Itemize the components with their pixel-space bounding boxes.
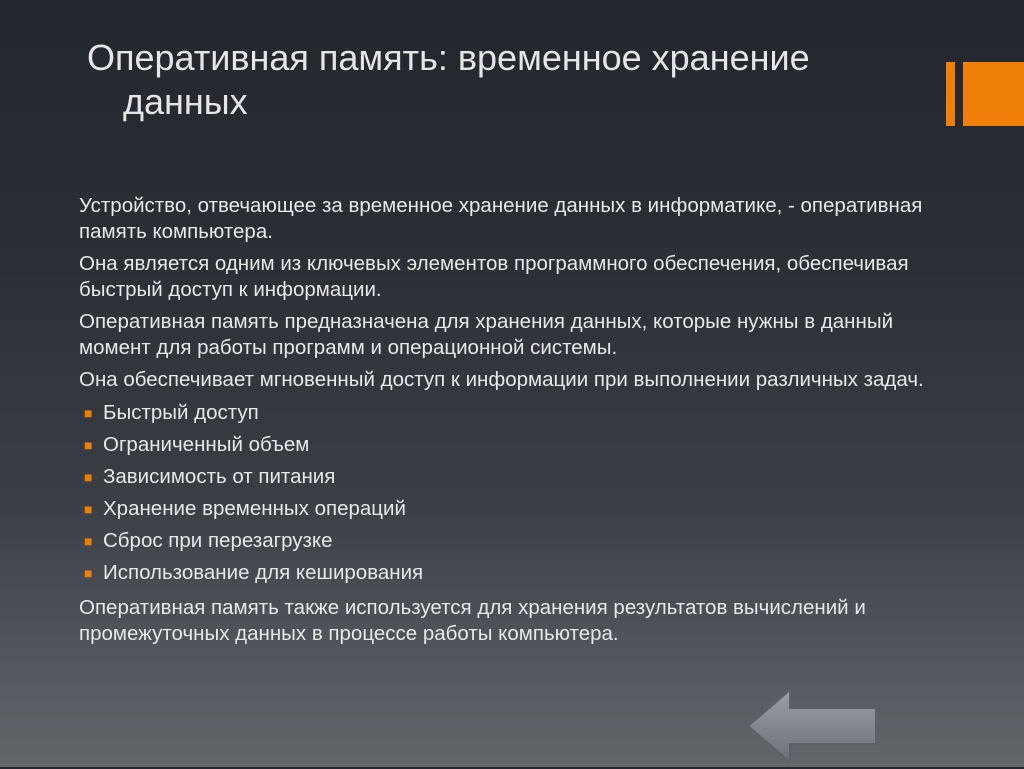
accent-bar-thin bbox=[946, 62, 955, 126]
list-item bbox=[79, 399, 959, 431]
slide-title bbox=[87, 36, 907, 124]
list-item bbox=[79, 527, 959, 559]
list-item-text: Сброс при перезагрузке bbox=[103, 529, 333, 552]
bullet-icon: ■ bbox=[84, 501, 93, 517]
paragraph-summary: Оперативная память также используется для хранения результатов вычислений и промежуточных данных в процессе работы компьютера. bbox=[79, 596, 866, 645]
list-item bbox=[79, 495, 959, 527]
bullet-icon: ■ bbox=[84, 437, 93, 453]
slide-title-line1: Оперативная память: временное хранение bbox=[87, 37, 810, 78]
list-item bbox=[79, 559, 959, 591]
list-item-text: Хранение временных операций bbox=[103, 497, 406, 520]
bullet-icon: ■ bbox=[84, 565, 93, 581]
bullet-icon: ■ bbox=[84, 469, 93, 485]
list-item-text: Зависимость от питания bbox=[103, 465, 336, 488]
bullet-icon: ■ bbox=[84, 533, 93, 549]
bullet-icon: ■ bbox=[84, 405, 93, 421]
paragraph: Оперативная память предназначена для хранения данных, которые нужны в данный момент для работы программ и операционной системы. bbox=[79, 310, 894, 359]
slide-content bbox=[79, 193, 959, 653]
paragraph: Она обеспечивает мгновенный доступ к информации при выполнении различных задач. bbox=[79, 368, 924, 391]
paragraph: Устройство, отвечающее за временное хранение данных в информатике, - оперативная память компьютера. bbox=[79, 194, 923, 243]
list-item-text: Ограниченный объем bbox=[103, 433, 310, 456]
slide-title-line2: данных bbox=[123, 81, 248, 122]
paragraph: Она является одним из ключевых элементов программного обеспечения, обеспечивая быстрый доступ к информации. bbox=[79, 252, 909, 301]
accent-bar-wide bbox=[963, 62, 1024, 126]
list-item-text: Быстрый доступ bbox=[103, 401, 259, 424]
list-item-text: Использование для кеширования bbox=[103, 561, 424, 584]
list-item bbox=[79, 431, 959, 463]
back-arrow-icon[interactable] bbox=[746, 688, 878, 764]
bullet-list bbox=[79, 399, 959, 591]
list-item bbox=[79, 463, 959, 495]
